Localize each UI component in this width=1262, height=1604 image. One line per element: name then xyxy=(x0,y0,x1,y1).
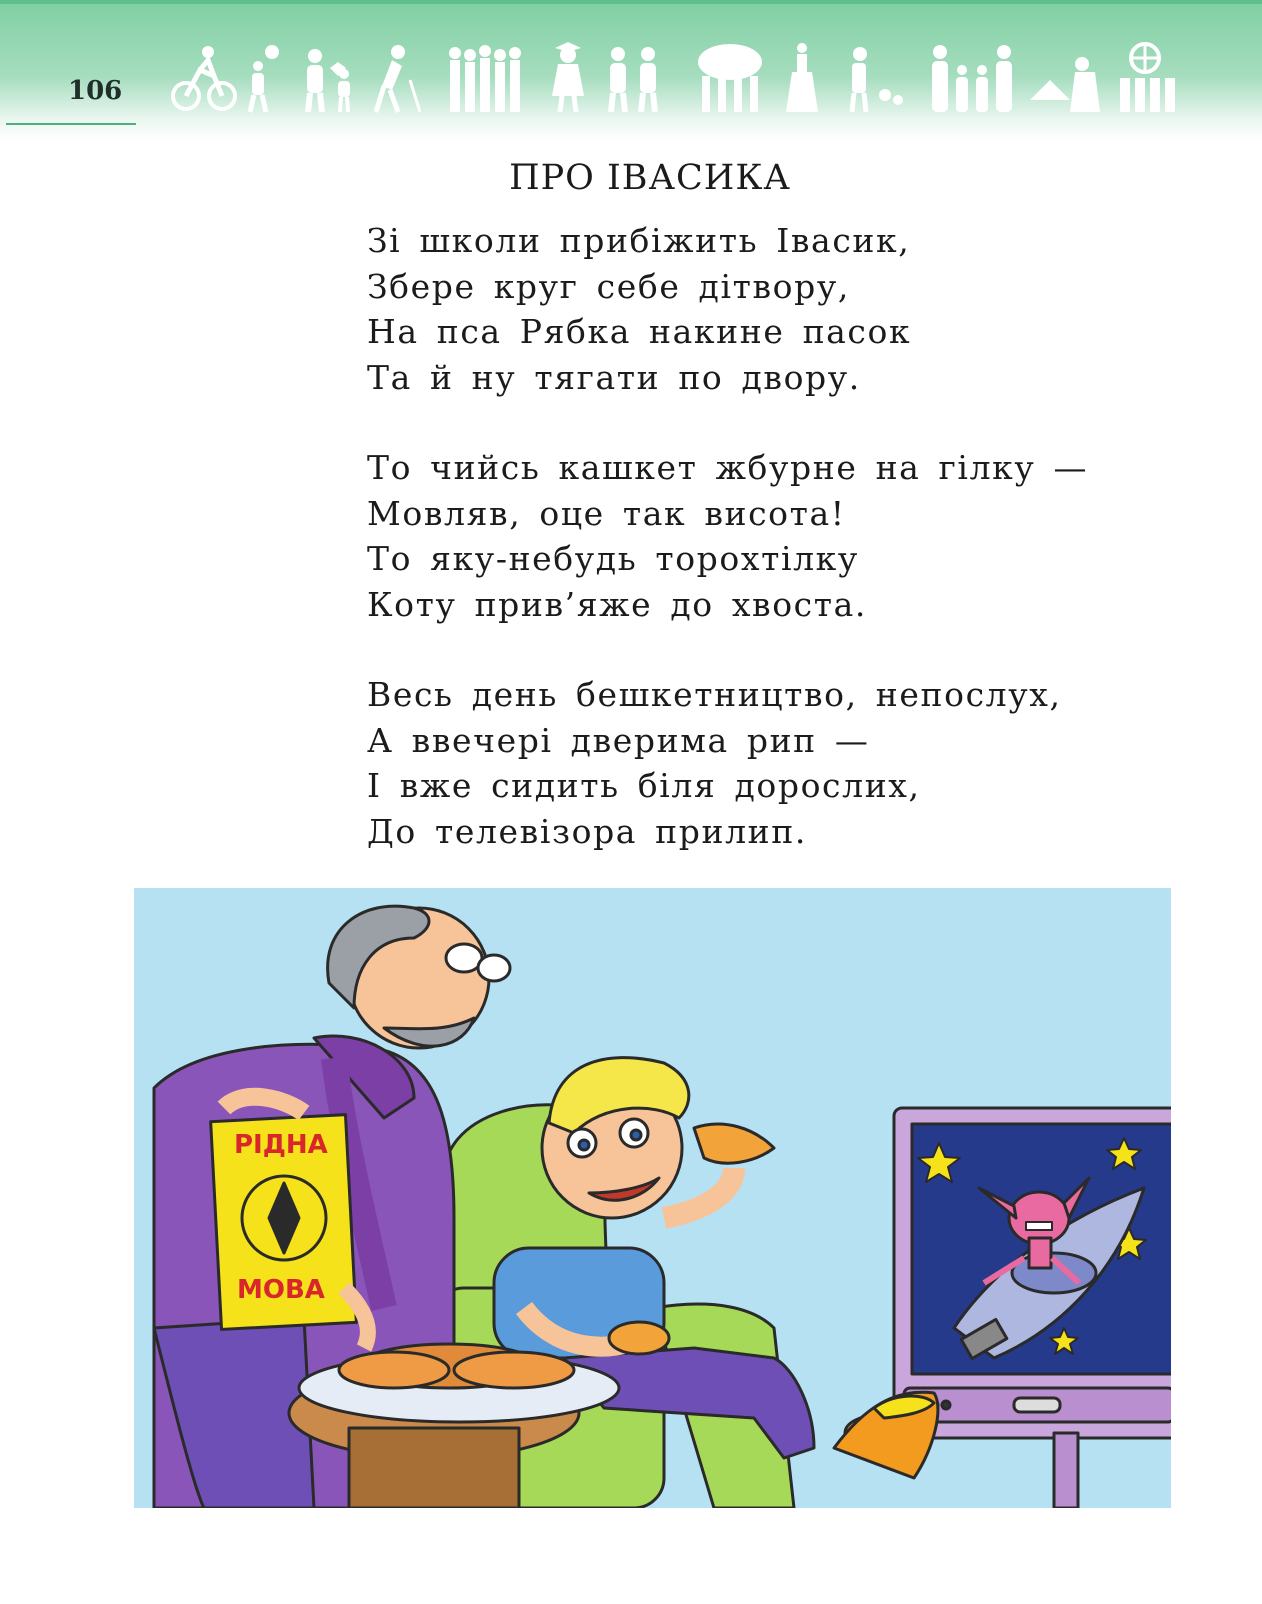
television xyxy=(894,1108,1171,1508)
slipper xyxy=(834,1392,938,1478)
crowd-icon xyxy=(449,45,521,112)
poem-line: А ввечері дверима рип — xyxy=(367,720,870,760)
poem-line: То чийсь кашкет жбурне на гілку — xyxy=(367,448,1089,487)
poem-line: До телевізора прилип. xyxy=(367,811,807,851)
header-pictograms xyxy=(170,40,1185,115)
poem-line: Мовляв, оце так висота! xyxy=(367,493,846,533)
poem-line: Весь день бешкетництво, непослух, xyxy=(367,675,1062,714)
poem-line: Зі школи прибіжить Івасик, xyxy=(367,221,911,260)
family-icon xyxy=(932,45,1012,112)
tree-group-icon xyxy=(698,44,762,112)
planting-icon xyxy=(1030,57,1100,112)
graduate-icon xyxy=(552,42,584,112)
poem-line: Коту прив’яже до хвоста. xyxy=(367,584,867,624)
book-title-line2: МОВА xyxy=(237,1275,325,1305)
header-top-line xyxy=(0,0,1262,4)
poem-line: На пса Рябка накине пасок xyxy=(367,312,912,351)
gardener-icon xyxy=(376,45,420,112)
book xyxy=(211,1097,368,1348)
poem-line: Та й ну тягати по двору. xyxy=(367,357,861,397)
stanza-2 xyxy=(367,445,1167,627)
acrobats-icon xyxy=(786,43,818,112)
poem-line: І вже сидить біля дорослих, xyxy=(367,766,921,805)
adult-child-icon xyxy=(307,49,350,112)
globe-people-icon xyxy=(1120,44,1175,112)
stanza-3 xyxy=(367,672,1167,854)
poem-line: То яку-небудь торохтілку xyxy=(367,539,859,578)
story-illustration xyxy=(134,888,1171,1508)
caregiver-icon xyxy=(852,47,903,112)
cyclist-icon xyxy=(173,46,235,109)
page-number-underline xyxy=(6,123,136,125)
poem-title: ПРО ІВАСИКА xyxy=(509,158,791,198)
page-number: 106 xyxy=(68,76,123,106)
couple-icon xyxy=(610,47,656,112)
poem-line: Збере круг себе дітвору, xyxy=(367,266,850,306)
book-title-line1: РІДНА xyxy=(234,1130,328,1160)
stanza-1 xyxy=(367,218,1167,400)
child-balloon-icon xyxy=(250,45,279,112)
poem-body xyxy=(367,218,1167,899)
page-header xyxy=(0,0,1262,140)
